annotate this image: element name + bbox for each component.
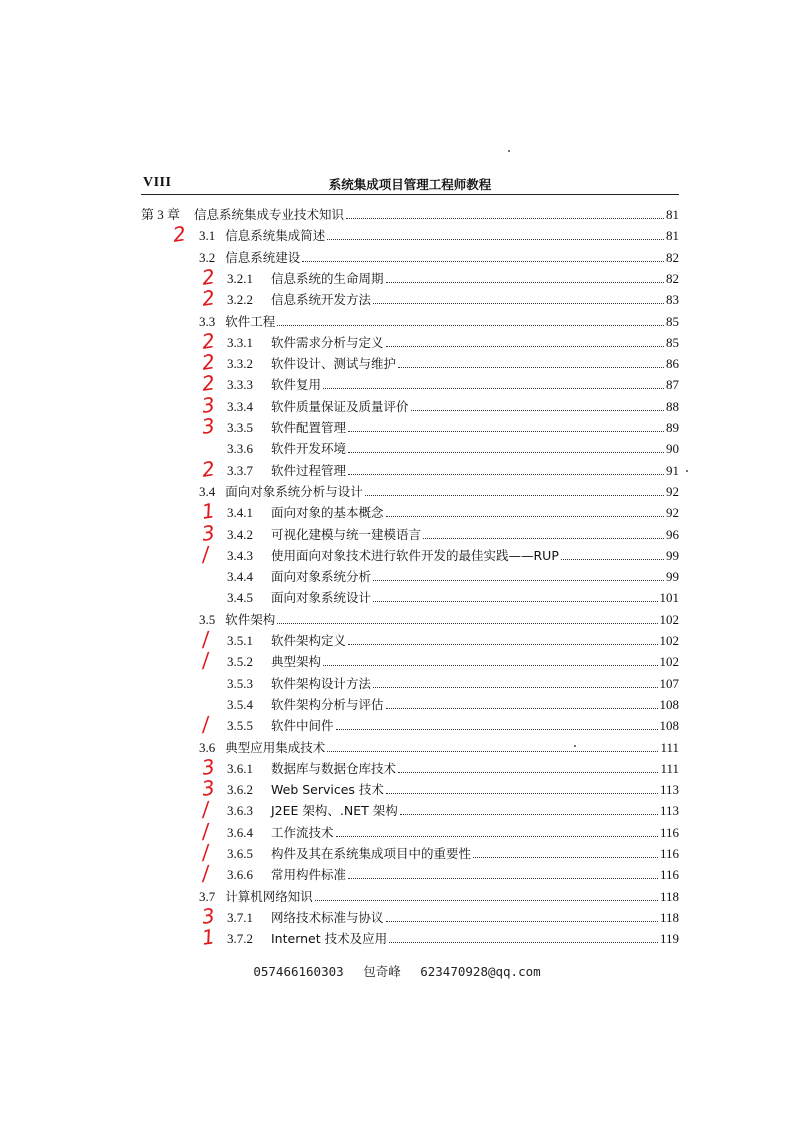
scan-speck <box>574 745 576 747</box>
handwritten-mark: 2 <box>200 264 217 290</box>
dot-leader <box>386 921 658 922</box>
dot-leader <box>365 495 664 496</box>
dot-leader <box>411 410 664 411</box>
toc-entry-page: 118 <box>659 888 679 904</box>
toc-entry <box>227 777 679 798</box>
toc-entry-page: 92 <box>666 483 679 499</box>
dot-leader <box>348 644 657 645</box>
toc-entry-page: 85 <box>666 334 679 350</box>
toc-entry-title: 面向对象的基本概念 <box>271 505 384 521</box>
dot-leader <box>386 516 664 517</box>
dot-leader <box>348 452 664 453</box>
dot-leader <box>336 729 658 730</box>
toc-entry-page: 101 <box>659 590 679 606</box>
toc-entry <box>227 649 679 670</box>
toc-entry-number: 3.5.4 <box>227 696 253 712</box>
handwritten-mark: 1 <box>200 498 217 524</box>
toc-entry-title: 软件架构分析与评估 <box>271 696 384 712</box>
handwritten-mark: 3 <box>200 519 217 546</box>
toc-entry-number: 3.3.3 <box>227 377 253 393</box>
toc-entry-title: 面向对象系统设计 <box>271 590 372 606</box>
toc-entry-page: 113 <box>659 782 679 798</box>
toc-entry <box>227 862 679 883</box>
handwritten-mark: / <box>200 626 211 652</box>
toc-entry-title: 信息系统集成简述 <box>225 228 326 244</box>
toc-entry-number: 3.6.3 <box>227 803 253 819</box>
toc-entry <box>227 798 679 819</box>
toc-entry <box>199 479 679 500</box>
toc-entry-title: 软件中间件 <box>271 718 334 734</box>
toc-entry <box>227 287 679 308</box>
toc-entry <box>199 245 679 266</box>
handwritten-mark: 2 <box>200 455 217 482</box>
toc-entry-page: 116 <box>659 846 679 861</box>
toc-entry-page: 87 <box>666 377 679 393</box>
toc-entry <box>199 735 679 756</box>
toc-entry-number: 3.7.1 <box>227 909 253 925</box>
toc-entry-number: 3.3 <box>199 313 216 329</box>
dot-leader <box>473 857 658 858</box>
toc-entry <box>227 820 679 841</box>
toc-entry <box>227 415 679 436</box>
toc-entry-title: 软件工程 <box>225 313 276 329</box>
toc-entry-title: 构件及其在系统集成项目中的重要性 <box>271 846 472 861</box>
toc-entry <box>227 585 679 606</box>
toc-entry-number: 3.6.1 <box>227 760 253 776</box>
toc-entry-number: 3.5.3 <box>227 675 253 691</box>
toc-entry-title: J2EE 架构、.NET 架构 <box>271 803 398 819</box>
toc-entry <box>227 372 679 393</box>
toc-entry-number: 3.5.1 <box>227 633 253 648</box>
toc-entry <box>199 884 679 905</box>
handwritten-mark: 3 <box>200 413 217 439</box>
toc-entry-title: 软件开发环境 <box>271 441 347 457</box>
dot-leader <box>386 793 658 794</box>
toc-entry-title: 软件需求分析与定义 <box>271 334 384 350</box>
toc-entry-title: 软件设计、测试与维护 <box>271 356 397 372</box>
handwritten-mark: 3 <box>200 754 217 780</box>
toc-entry <box>227 756 679 777</box>
footer <box>0 962 794 980</box>
dot-leader <box>327 751 658 752</box>
toc-entry-number: 3.1 <box>199 228 216 244</box>
dot-leader <box>398 772 658 773</box>
toc-entry-number: 3.3.7 <box>227 462 253 478</box>
toc-entry-title: 软件质量保证及质量评价 <box>271 398 409 414</box>
header-page-number: VIII <box>143 175 172 190</box>
toc-entry-title: 面向对象系统分析 <box>271 569 372 585</box>
dot-leader <box>373 687 657 688</box>
handwritten-mark: 2 <box>200 328 217 354</box>
toc-entry-page: 102 <box>659 654 679 670</box>
toc-entry-number: 3.4 <box>199 483 216 499</box>
toc-entry <box>199 309 679 330</box>
handwritten-mark: 2 <box>200 285 217 311</box>
toc-entry-number: 3.6.2 <box>227 782 253 798</box>
toc-entry-number: 3.4.2 <box>227 526 253 542</box>
toc-entry <box>227 458 679 479</box>
toc-entry <box>227 436 679 457</box>
handwritten-mark: 3 <box>200 903 217 929</box>
toc-entry-page: 116 <box>659 867 679 883</box>
toc-entry <box>227 905 679 926</box>
toc-entry-page: 81 <box>666 207 679 222</box>
handwritten-mark: 2 <box>200 370 217 397</box>
toc-entry-number: 3.2 <box>199 249 216 265</box>
handwritten-mark: / <box>200 797 211 822</box>
dot-leader <box>336 836 658 837</box>
toc-entry-number: 3.7 <box>199 888 216 904</box>
toc-entry-title: 软件过程管理 <box>271 462 347 478</box>
footer-email: 623470928@qq.com <box>420 964 541 979</box>
toc-entry-page: 90 <box>666 441 679 457</box>
toc-entry-number: 3.4.4 <box>227 569 253 585</box>
dot-leader <box>327 239 664 240</box>
scan-speck <box>686 470 688 472</box>
toc-entry <box>227 394 679 415</box>
toc-entry <box>227 926 679 947</box>
dot-leader <box>386 708 658 709</box>
handwritten-mark: 3 <box>200 391 217 418</box>
toc-entry-page: 119 <box>659 931 679 947</box>
toc-entry-page: 102 <box>659 611 679 627</box>
page-header <box>141 174 679 195</box>
toc-entry-title: Web Services 技术 <box>271 782 384 798</box>
toc-entry-title: 信息系统集成专业技术知识 <box>194 207 345 222</box>
toc-entry-number: 3.4.3 <box>227 547 253 563</box>
toc-entry-title: 使用面向对象技术进行软件开发的最佳实践——RUP <box>271 547 559 563</box>
toc-entry-title: 常用构件标准 <box>271 867 347 883</box>
toc-entry-number: 3.4.5 <box>227 590 253 606</box>
dot-leader <box>348 878 658 879</box>
dot-leader <box>400 814 658 815</box>
toc-entry <box>141 202 679 223</box>
toc-entry-number: 3.3.2 <box>227 356 253 372</box>
toc-entry-number: 3.6 <box>199 739 216 755</box>
handwritten-mark: 1 <box>200 924 217 950</box>
toc-entry <box>227 522 679 543</box>
toc-entry-page: 113 <box>659 803 679 819</box>
dot-leader <box>561 559 664 560</box>
toc-entry-page: 108 <box>659 718 679 734</box>
toc-entry-title: 数据库与数据仓库技术 <box>271 760 397 776</box>
toc-entry-number: 3.3.5 <box>227 420 253 435</box>
toc-entry-number: 3.5.2 <box>227 654 253 670</box>
toc-entry-title: 软件架构 <box>225 611 276 627</box>
dot-leader <box>348 431 664 432</box>
toc-entry-number: 3.2.1 <box>227 270 253 286</box>
toc-entry-number: 3.6.5 <box>227 846 253 861</box>
dot-leader <box>398 367 664 368</box>
toc-entry-page: 96 <box>666 526 679 542</box>
toc-entry-page: 116 <box>659 824 679 840</box>
toc-entry-title: 可视化建模与统一建模语言 <box>271 526 422 542</box>
toc-entry-title: 软件架构定义 <box>271 633 347 648</box>
dot-leader <box>302 261 664 262</box>
toc-entry-title: Internet 技术及应用 <box>271 931 388 947</box>
footer-phone: 057466160303 <box>253 964 344 979</box>
toc-entry-number: 3.2.2 <box>227 292 253 308</box>
toc-entry-page: 118 <box>659 909 679 925</box>
handwritten-mark: / <box>200 711 211 737</box>
toc-entry-page: 111 <box>660 739 679 755</box>
toc-entry-page: 83 <box>666 292 679 308</box>
handwritten-mark: 2 <box>200 349 217 375</box>
toc-entry <box>227 713 679 734</box>
toc-entry-title: 软件复用 <box>271 377 322 393</box>
handwritten-mark: / <box>200 541 211 567</box>
toc-entry-page: 99 <box>666 569 679 585</box>
toc-entry-title: 信息系统建设 <box>225 249 301 265</box>
toc-entry-page: 111 <box>660 760 679 776</box>
toc-entry-title: 软件架构设计方法 <box>271 675 372 691</box>
toc-entry-number: 3.3.4 <box>227 398 253 414</box>
toc-entry <box>227 500 679 521</box>
toc-entry-number: 第 3 章 <box>141 207 181 222</box>
dot-leader <box>323 388 664 389</box>
toc-entry-number: 3.5.5 <box>227 718 253 734</box>
toc-entry <box>227 351 679 372</box>
toc-entry <box>227 628 679 649</box>
toc-entry <box>227 692 679 713</box>
dot-leader <box>423 538 664 539</box>
toc-entry-page: 99 <box>666 547 679 563</box>
toc-entry <box>227 671 679 692</box>
toc-entry-page: 91 <box>666 462 679 478</box>
toc-entry-page: 108 <box>659 696 679 712</box>
dot-leader <box>373 601 657 602</box>
scan-speck <box>508 150 510 152</box>
toc-entry <box>199 223 679 244</box>
toc-entry-number: 3.3.6 <box>227 441 253 457</box>
dot-leader <box>346 218 664 219</box>
toc-entry-title: 面向对象系统分析与设计 <box>225 483 363 499</box>
dot-leader <box>277 623 657 624</box>
toc-entry-page: 82 <box>666 249 679 265</box>
dot-leader <box>386 282 664 283</box>
toc-entry-title: 信息系统开发方法 <box>271 292 372 308</box>
toc-entry-title: 软件配置管理 <box>271 420 347 435</box>
toc-entry-title: 网络技术标准与协议 <box>271 909 384 925</box>
toc-entry-page: 85 <box>666 313 679 329</box>
toc-entry-page: 107 <box>659 675 679 691</box>
toc-entry-number: 3.6.6 <box>227 867 253 883</box>
toc-entry-number: 3.3.1 <box>227 334 253 350</box>
handwritten-mark: / <box>200 860 211 886</box>
toc-entry-title: 典型应用集成技术 <box>225 739 326 755</box>
handwritten-mark: / <box>200 839 211 865</box>
handwritten-mark: / <box>200 818 211 844</box>
toc-entry <box>227 564 679 585</box>
footer-name: 包奇峰 <box>363 964 401 979</box>
header-book-title: 系统集成项目管理工程师教程 <box>328 177 492 192</box>
handwritten-mark: 2 <box>171 221 188 248</box>
toc-entry-number: 3.7.2 <box>227 931 253 947</box>
toc-entry-title: 典型架构 <box>271 654 322 670</box>
handwritten-mark: 3 <box>200 775 217 801</box>
toc-entry <box>227 330 679 351</box>
toc-entry-number: 3.4.1 <box>227 505 253 521</box>
toc-entry-number: 3.5 <box>199 611 216 627</box>
toc-entry-page: 86 <box>666 356 679 372</box>
toc-entry <box>227 841 679 862</box>
toc-entry <box>227 543 679 564</box>
dot-leader <box>348 474 664 475</box>
toc-entry-title: 信息系统的生命周期 <box>271 270 384 286</box>
toc-entry-page: 81 <box>666 228 679 244</box>
handwritten-mark: / <box>200 647 211 673</box>
toc-entry-page: 88 <box>666 398 679 414</box>
dot-leader <box>386 346 664 347</box>
dot-leader <box>373 580 664 581</box>
toc-entry-page: 82 <box>666 270 679 286</box>
toc-entry-title: 工作流技术 <box>271 824 334 840</box>
dot-leader <box>373 303 664 304</box>
toc-entry-page: 92 <box>666 505 679 521</box>
toc-entry-title: 计算机网络知识 <box>225 888 313 904</box>
toc-entry-number: 3.6.4 <box>227 824 253 840</box>
toc-entry-page: 89 <box>666 420 679 435</box>
dot-leader <box>277 325 664 326</box>
dot-leader <box>323 665 657 666</box>
toc-entry-page: 102 <box>659 633 679 648</box>
toc-entry <box>199 607 679 628</box>
dot-leader <box>389 942 658 943</box>
toc-entry <box>227 266 679 287</box>
dot-leader <box>315 900 658 901</box>
